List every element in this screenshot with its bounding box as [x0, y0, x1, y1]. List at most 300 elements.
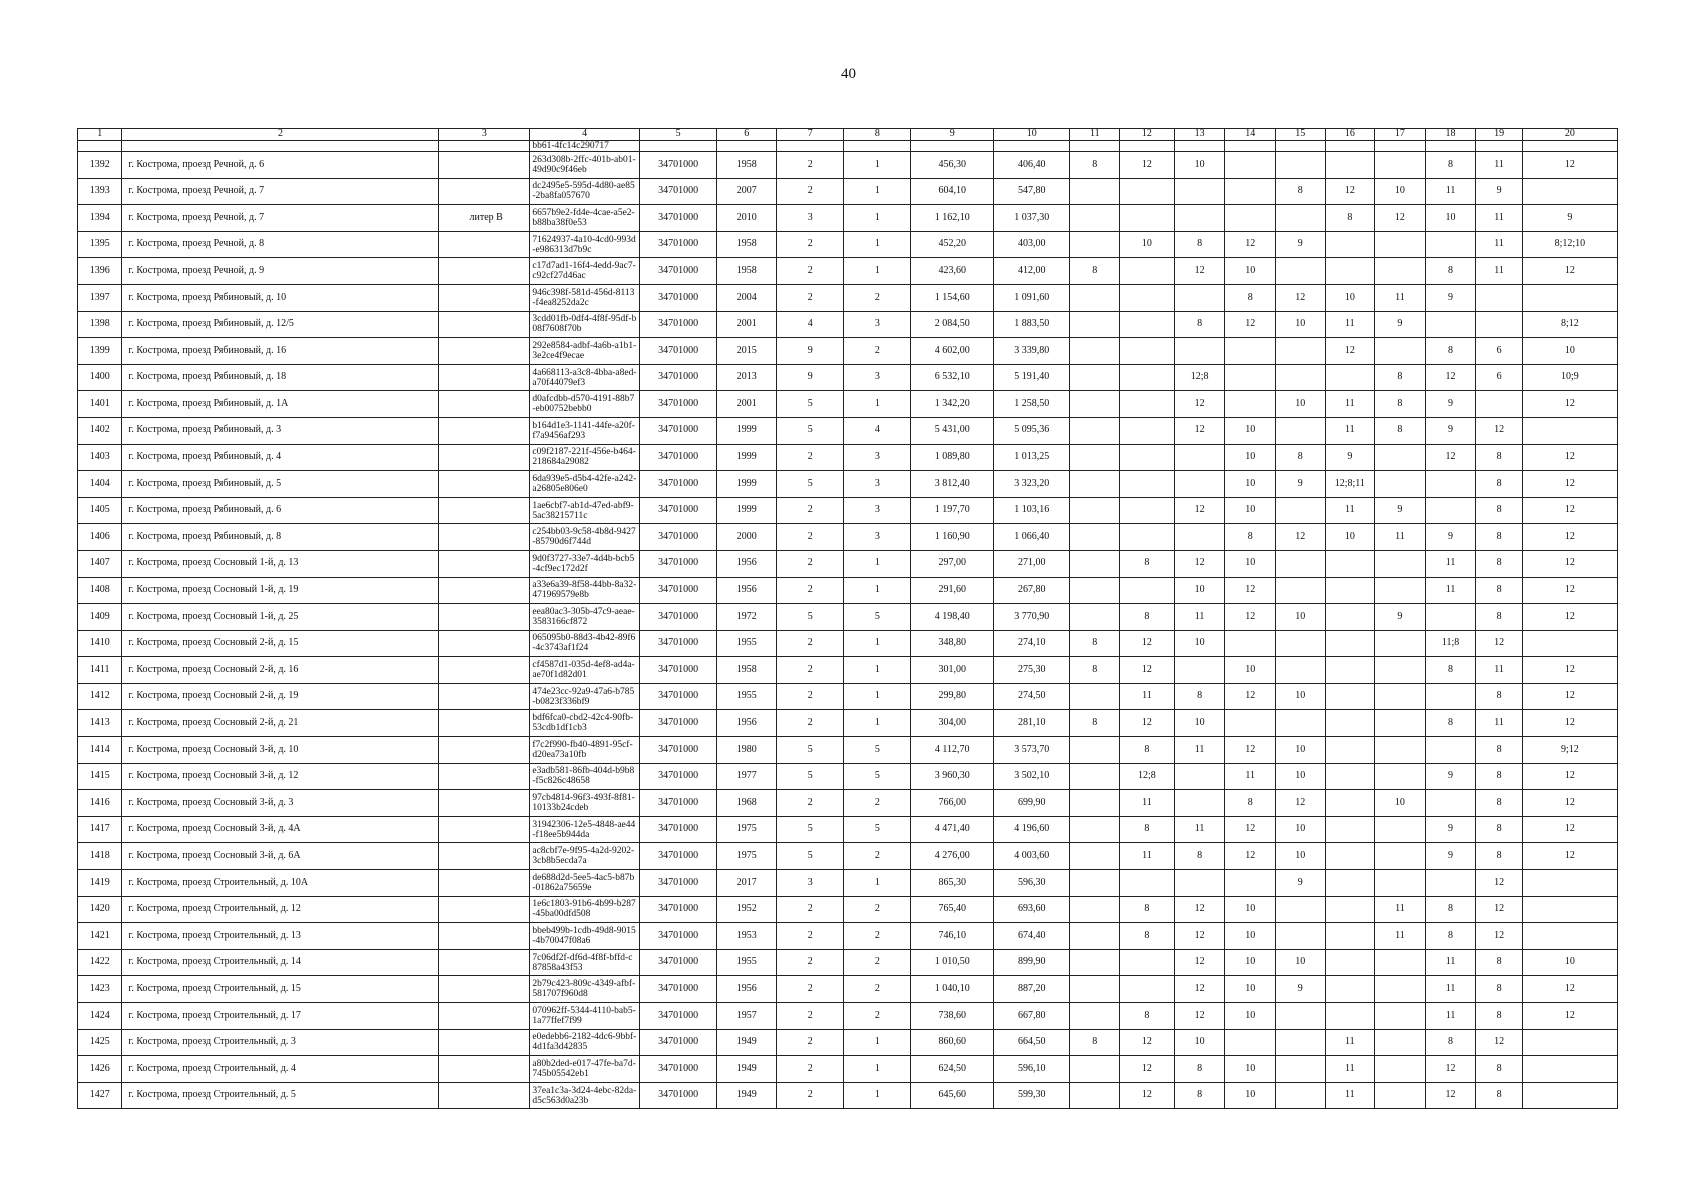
- col-12-cell: [1120, 311, 1175, 338]
- col-14-cell: [1225, 338, 1276, 365]
- col-13-cell: 12: [1174, 550, 1225, 577]
- col-16-cell: [1325, 604, 1375, 631]
- col-15-cell: [1276, 923, 1326, 950]
- col-13-cell: [1174, 338, 1225, 365]
- col-17-cell: [1375, 338, 1426, 365]
- table-row: [78, 976, 1618, 1003]
- col-20-cell: 12: [1522, 816, 1617, 843]
- address-cell: г. Кострома, проезд Рябиновый, д. 16: [122, 338, 439, 365]
- col-18-cell: 8: [1425, 896, 1476, 923]
- oktmo-code-cell: 34701000: [639, 1003, 716, 1030]
- living-area-cell: 1 037,30: [994, 205, 1070, 232]
- col-13-cell: 12: [1174, 258, 1225, 285]
- floors-cell: 2: [777, 710, 844, 737]
- col-14-cell: [1225, 630, 1276, 657]
- col-19-cell: 8: [1476, 497, 1522, 524]
- col-15-cell: 8: [1276, 178, 1326, 205]
- living-area-cell: 5 095,36: [994, 417, 1070, 444]
- row-number-cell: 1417: [78, 816, 122, 843]
- house-uid-cell: 263d308b-2ffc-401b-ab01-49d90c9f46eb: [530, 152, 639, 179]
- col-12-cell: [1120, 205, 1175, 232]
- col-17-cell: [1375, 1003, 1426, 1030]
- col-11-cell: [1070, 205, 1120, 232]
- col-17-cell: 11: [1375, 284, 1426, 311]
- address-cell: г. Кострома, проезд Рябиновый, д. 12/5: [122, 311, 439, 338]
- col-11-cell: [1070, 949, 1120, 976]
- living-area-cell: 4 003,60: [994, 843, 1070, 870]
- row-number-cell: 1408: [78, 577, 122, 604]
- col-19-cell: 8: [1476, 763, 1522, 790]
- col-13-cell: 12: [1174, 976, 1225, 1003]
- oktmo-code-cell: 34701000: [639, 205, 716, 232]
- col-19-cell: 8: [1476, 524, 1522, 551]
- total-area-cell: 4 276,00: [911, 843, 994, 870]
- floors-cell: 2: [777, 923, 844, 950]
- header-row: [78, 129, 1618, 141]
- building-note-cell: [439, 949, 530, 976]
- col-17-cell: 11: [1375, 923, 1426, 950]
- build-year-cell: 1958: [717, 657, 777, 684]
- address-cell: г. Кострома, проезд Сосновый 3-й, д. 3: [122, 790, 439, 817]
- col-18-cell: 9: [1425, 763, 1476, 790]
- floors-cell: 2: [777, 949, 844, 976]
- house-uid-cell: 37ea1c3a-3d24-4ebc-82da-d5c563d0a23b: [530, 1082, 639, 1109]
- col-11-cell: [1070, 683, 1120, 710]
- table-row: [78, 843, 1618, 870]
- col-14-cell: [1225, 1029, 1276, 1056]
- col-18-cell: 8: [1425, 710, 1476, 737]
- col-11-cell: [1070, 391, 1120, 418]
- col-20-cell: 12: [1522, 391, 1617, 418]
- col-19-cell: 8: [1476, 976, 1522, 1003]
- col-18-cell: [1425, 497, 1476, 524]
- col-15-cell: [1276, 258, 1326, 285]
- entrances-cell: 1: [844, 152, 911, 179]
- oktmo-code-cell: 34701000: [639, 870, 716, 897]
- address-cell: г. Кострома, проезд Рябиновый, д. 6: [122, 497, 439, 524]
- col-12-cell: 8: [1120, 604, 1175, 631]
- address-cell: г. Кострома, проезд Сосновый 3-й, д. 6А: [122, 843, 439, 870]
- house-uid-cell: de688d2d-5ee5-4ac5-b87b-01862a75659e: [530, 870, 639, 897]
- floors-cell: 3: [777, 870, 844, 897]
- table-row: [78, 178, 1618, 205]
- col-19-cell: 11: [1476, 205, 1522, 232]
- col-14-cell: 12: [1225, 737, 1276, 764]
- col-19-cell: 8: [1476, 550, 1522, 577]
- col-18-cell: 8: [1425, 657, 1476, 684]
- col-11-cell: [1070, 577, 1120, 604]
- living-area-cell: 699,90: [994, 790, 1070, 817]
- oktmo-code-cell: 34701000: [639, 843, 716, 870]
- col-11-cell: [1070, 178, 1120, 205]
- col-13-cell: [1174, 790, 1225, 817]
- floors-cell: 2: [777, 683, 844, 710]
- col-18-cell: 11: [1425, 178, 1476, 205]
- building-note-cell: [439, 284, 530, 311]
- col-13-cell: [1174, 284, 1225, 311]
- column-number-18: 18: [1425, 129, 1476, 141]
- house-uid-cell: 97cb4814-96f3-493f-8f81-10133b24cdeb: [530, 790, 639, 817]
- col-18-cell: 9: [1425, 524, 1476, 551]
- living-area-cell: 1 258,50: [994, 391, 1070, 418]
- col-20-cell: 12: [1522, 710, 1617, 737]
- build-year-cell: 1957: [717, 1003, 777, 1030]
- col-17-cell: [1375, 710, 1426, 737]
- address-cell: г. Кострома, проезд Строительный, д. 14: [122, 949, 439, 976]
- oktmo-code-cell: 34701000: [639, 923, 716, 950]
- building-note-cell: [439, 923, 530, 950]
- address-cell: г. Кострома, проезд Строительный, д. 13: [122, 923, 439, 950]
- col-11-cell: [1070, 497, 1120, 524]
- living-area-cell: 693,60: [994, 896, 1070, 923]
- col-15-cell: 10: [1276, 763, 1326, 790]
- col-11-cell: [1070, 870, 1120, 897]
- build-year-cell: 1956: [717, 710, 777, 737]
- col-12-cell: 10: [1120, 231, 1175, 258]
- floors-cell: 2: [777, 524, 844, 551]
- total-area-cell: 624,50: [911, 1056, 994, 1083]
- col-20-cell: 8;12: [1522, 311, 1617, 338]
- address-cell: г. Кострома, проезд Речной, д. 6: [122, 152, 439, 179]
- address-cell: г. Кострома, проезд Сосновый 1-й, д. 25: [122, 604, 439, 631]
- cell: [1425, 141, 1476, 152]
- house-uid-cell: 4a668113-a3c8-4bba-a8ed-a70f44079ef3: [530, 364, 639, 391]
- col-11-cell: [1070, 790, 1120, 817]
- col-18-cell: 11: [1425, 1003, 1476, 1030]
- col-17-cell: [1375, 1082, 1426, 1109]
- col-19-cell: 8: [1476, 683, 1522, 710]
- table-row: [78, 497, 1618, 524]
- column-number-11: 11: [1070, 129, 1120, 141]
- col-13-cell: 10: [1174, 152, 1225, 179]
- col-15-cell: [1276, 338, 1326, 365]
- entrances-cell: 1: [844, 1029, 911, 1056]
- oktmo-code-cell: 34701000: [639, 710, 716, 737]
- oktmo-code-cell: 34701000: [639, 391, 716, 418]
- table-row: [78, 737, 1618, 764]
- cell: [777, 141, 844, 152]
- total-area-cell: 738,60: [911, 1003, 994, 1030]
- col-19-cell: 12: [1476, 630, 1522, 657]
- col-15-cell: 8: [1276, 444, 1326, 471]
- table-row: [78, 444, 1618, 471]
- col-17-cell: [1375, 843, 1426, 870]
- row-number-cell: 1422: [78, 949, 122, 976]
- col-11-cell: [1070, 816, 1120, 843]
- carry-over-uid: bb61-4fc14c290717: [530, 141, 639, 152]
- col-20-cell: 12: [1522, 471, 1617, 498]
- col-14-cell: 10: [1225, 417, 1276, 444]
- col-18-cell: [1425, 471, 1476, 498]
- col-19-cell: 11: [1476, 258, 1522, 285]
- col-14-cell: 10: [1225, 497, 1276, 524]
- col-15-cell: 12: [1276, 524, 1326, 551]
- floors-cell: 2: [777, 896, 844, 923]
- col-17-cell: [1375, 231, 1426, 258]
- living-area-cell: 3 573,70: [994, 737, 1070, 764]
- col-14-cell: 10: [1225, 949, 1276, 976]
- house-uid-cell: f7c2f990-fb40-4891-95cf-d20ea73a10fb: [530, 737, 639, 764]
- address-cell: г. Кострома, проезд Речной, д. 9: [122, 258, 439, 285]
- build-year-cell: 2017: [717, 870, 777, 897]
- building-note-cell: [439, 1003, 530, 1030]
- table-row: [78, 391, 1618, 418]
- floors-cell: 2: [777, 284, 844, 311]
- living-area-cell: 271,00: [994, 550, 1070, 577]
- col-16-cell: 12: [1325, 178, 1375, 205]
- entrances-cell: 2: [844, 790, 911, 817]
- col-12-cell: 8: [1120, 923, 1175, 950]
- col-12-cell: [1120, 391, 1175, 418]
- address-cell: г. Кострома, проезд Речной, д. 8: [122, 231, 439, 258]
- house-uid-cell: bdf6fca0-cbd2-42c4-90fb-53cdb1df1cb3: [530, 710, 639, 737]
- oktmo-code-cell: 34701000: [639, 524, 716, 551]
- floors-cell: 2: [777, 444, 844, 471]
- building-note-cell: [439, 364, 530, 391]
- col-20-cell: 12: [1522, 657, 1617, 684]
- col-17-cell: [1375, 949, 1426, 976]
- entrances-cell: 1: [844, 258, 911, 285]
- col-20-cell: 10: [1522, 338, 1617, 365]
- col-15-cell: 10: [1276, 737, 1326, 764]
- building-note-cell: [439, 258, 530, 285]
- col-19-cell: 8: [1476, 1056, 1522, 1083]
- col-16-cell: [1325, 976, 1375, 1003]
- row-number-cell: 1400: [78, 364, 122, 391]
- col-14-cell: [1225, 870, 1276, 897]
- col-17-cell: 9: [1375, 604, 1426, 631]
- col-18-cell: 8: [1425, 1029, 1476, 1056]
- row-number-cell: 1401: [78, 391, 122, 418]
- building-note-cell: [439, 338, 530, 365]
- build-year-cell: 2001: [717, 311, 777, 338]
- col-12-cell: [1120, 284, 1175, 311]
- row-number-cell: 1412: [78, 683, 122, 710]
- col-11-cell: [1070, 896, 1120, 923]
- table-row: [78, 790, 1618, 817]
- row-number-cell: 1392: [78, 152, 122, 179]
- building-note-cell: [439, 550, 530, 577]
- address-cell: г. Кострома, проезд Строительный, д. 3: [122, 1029, 439, 1056]
- building-note-cell: [439, 497, 530, 524]
- address-cell: г. Кострома, проезд Рябиновый, д. 4: [122, 444, 439, 471]
- total-area-cell: 1 162,10: [911, 205, 994, 232]
- building-note-cell: [439, 1056, 530, 1083]
- oktmo-code-cell: 34701000: [639, 657, 716, 684]
- oktmo-code-cell: 34701000: [639, 1029, 716, 1056]
- col-19-cell: 12: [1476, 923, 1522, 950]
- column-number-17: 17: [1375, 129, 1426, 141]
- building-note-cell: литер В: [439, 205, 530, 232]
- total-area-cell: 452,20: [911, 231, 994, 258]
- entrances-cell: 2: [844, 1003, 911, 1030]
- living-area-cell: 3 502,10: [994, 763, 1070, 790]
- col-15-cell: [1276, 577, 1326, 604]
- table-row: [78, 683, 1618, 710]
- col-12-cell: 8: [1120, 1003, 1175, 1030]
- col-17-cell: 8: [1375, 364, 1426, 391]
- col-17-cell: [1375, 1056, 1426, 1083]
- table-row: [78, 231, 1618, 258]
- row-number-cell: 1406: [78, 524, 122, 551]
- col-14-cell: 12: [1225, 311, 1276, 338]
- col-15-cell: [1276, 630, 1326, 657]
- building-note-cell: [439, 417, 530, 444]
- col-19-cell: 11: [1476, 657, 1522, 684]
- col-13-cell: 10: [1174, 710, 1225, 737]
- address-cell: г. Кострома, проезд Сосновый 2-й, д. 15: [122, 630, 439, 657]
- col-16-cell: 11: [1325, 1029, 1375, 1056]
- address-cell: г. Кострома, проезд Речной, д. 7: [122, 178, 439, 205]
- col-20-cell: [1522, 630, 1617, 657]
- living-area-cell: 599,30: [994, 1082, 1070, 1109]
- col-15-cell: [1276, 1029, 1326, 1056]
- col-18-cell: 9: [1425, 284, 1476, 311]
- column-number-15: 15: [1276, 129, 1326, 141]
- floors-cell: 5: [777, 843, 844, 870]
- building-note-cell: [439, 152, 530, 179]
- cell: [717, 141, 777, 152]
- entrances-cell: 1: [844, 550, 911, 577]
- col-12-cell: 12: [1120, 630, 1175, 657]
- col-12-cell: 12: [1120, 152, 1175, 179]
- col-19-cell: [1476, 284, 1522, 311]
- col-19-cell: 8: [1476, 604, 1522, 631]
- col-13-cell: [1174, 444, 1225, 471]
- col-17-cell: [1375, 258, 1426, 285]
- build-year-cell: 1955: [717, 630, 777, 657]
- col-15-cell: 9: [1276, 976, 1326, 1003]
- column-number-14: 14: [1225, 129, 1276, 141]
- oktmo-code-cell: 34701000: [639, 417, 716, 444]
- floors-cell: 2: [777, 231, 844, 258]
- floors-cell: 2: [777, 577, 844, 604]
- col-15-cell: 10: [1276, 604, 1326, 631]
- col-11-cell: [1070, 444, 1120, 471]
- col-20-cell: 10;9: [1522, 364, 1617, 391]
- col-15-cell: 12: [1276, 284, 1326, 311]
- floors-cell: 2: [777, 630, 844, 657]
- table-row: [78, 284, 1618, 311]
- col-15-cell: [1276, 497, 1326, 524]
- col-20-cell: 12: [1522, 444, 1617, 471]
- col-14-cell: [1225, 364, 1276, 391]
- col-18-cell: 9: [1425, 417, 1476, 444]
- entrances-cell: 1: [844, 231, 911, 258]
- col-15-cell: [1276, 710, 1326, 737]
- total-area-cell: 4 112,70: [911, 737, 994, 764]
- oktmo-code-cell: 34701000: [639, 976, 716, 1003]
- col-18-cell: 9: [1425, 843, 1476, 870]
- build-year-cell: 1968: [717, 790, 777, 817]
- oktmo-code-cell: 34701000: [639, 231, 716, 258]
- oktmo-code-cell: 34701000: [639, 444, 716, 471]
- build-year-cell: 1975: [717, 816, 777, 843]
- row-number-cell: 1397: [78, 284, 122, 311]
- total-area-cell: 1 197,70: [911, 497, 994, 524]
- col-14-cell: [1225, 710, 1276, 737]
- oktmo-code-cell: 34701000: [639, 577, 716, 604]
- col-20-cell: 12: [1522, 683, 1617, 710]
- col-12-cell: [1120, 364, 1175, 391]
- building-note-cell: [439, 577, 530, 604]
- table-body: [78, 141, 1618, 1109]
- col-14-cell: 12: [1225, 843, 1276, 870]
- col-17-cell: 9: [1375, 497, 1426, 524]
- floors-cell: 5: [777, 816, 844, 843]
- col-17-cell: 11: [1375, 524, 1426, 551]
- total-area-cell: 1 089,80: [911, 444, 994, 471]
- column-number-1: 1: [78, 129, 122, 141]
- address-cell: г. Кострома, проезд Рябиновый, д. 18: [122, 364, 439, 391]
- address-cell: г. Кострома, проезд Сосновый 1-й, д. 19: [122, 577, 439, 604]
- house-uid-cell: c09f2187-221f-456e-b464-218684a29082: [530, 444, 639, 471]
- col-19-cell: 8: [1476, 471, 1522, 498]
- col-15-cell: [1276, 152, 1326, 179]
- col-13-cell: 12: [1174, 391, 1225, 418]
- total-area-cell: 865,30: [911, 870, 994, 897]
- col-14-cell: 10: [1225, 444, 1276, 471]
- col-11-cell: [1070, 311, 1120, 338]
- entrances-cell: 2: [844, 976, 911, 1003]
- col-17-cell: 8: [1375, 417, 1426, 444]
- col-15-cell: [1276, 205, 1326, 232]
- build-year-cell: 2010: [717, 205, 777, 232]
- total-area-cell: 456,30: [911, 152, 994, 179]
- col-20-cell: 12: [1522, 763, 1617, 790]
- living-area-cell: 1 066,40: [994, 524, 1070, 551]
- column-number-header: [78, 129, 1618, 141]
- floors-cell: 9: [777, 364, 844, 391]
- house-uid-cell: 6da939e5-d5b4-42fe-a242-a26805e806e0: [530, 471, 639, 498]
- entrances-cell: 1: [844, 178, 911, 205]
- row-number-cell: 1410: [78, 630, 122, 657]
- house-uid-cell: ac8cbf7e-9f95-4a2d-9202-3cb8b5ecda7a: [530, 843, 639, 870]
- col-14-cell: [1225, 391, 1276, 418]
- col-15-cell: 9: [1276, 231, 1326, 258]
- total-area-cell: 860,60: [911, 1029, 994, 1056]
- col-15-cell: 10: [1276, 949, 1326, 976]
- entrances-cell: 3: [844, 524, 911, 551]
- build-year-cell: 1955: [717, 683, 777, 710]
- cell: [1476, 141, 1522, 152]
- col-19-cell: 8: [1476, 737, 1522, 764]
- col-11-cell: [1070, 1056, 1120, 1083]
- table-row: [78, 258, 1618, 285]
- col-17-cell: [1375, 683, 1426, 710]
- living-area-cell: 596,10: [994, 1056, 1070, 1083]
- address-cell: г. Кострома, проезд Строительный, д. 15: [122, 976, 439, 1003]
- col-19-cell: 11: [1476, 152, 1522, 179]
- col-13-cell: [1174, 657, 1225, 684]
- row-number-cell: 1420: [78, 896, 122, 923]
- col-12-cell: [1120, 976, 1175, 1003]
- building-note-cell: [439, 790, 530, 817]
- col-16-cell: 11: [1325, 391, 1375, 418]
- col-15-cell: [1276, 1003, 1326, 1030]
- col-12-cell: 8: [1120, 896, 1175, 923]
- build-year-cell: 1956: [717, 550, 777, 577]
- column-number-9: 9: [911, 129, 994, 141]
- house-uid-cell: b164d1e3-1141-44fe-a20f-f7a9456af293: [530, 417, 639, 444]
- col-14-cell: 11: [1225, 763, 1276, 790]
- col-14-cell: 12: [1225, 683, 1276, 710]
- row-number-cell: 1424: [78, 1003, 122, 1030]
- floors-cell: 5: [777, 471, 844, 498]
- entrances-cell: 4: [844, 417, 911, 444]
- cell: [1276, 141, 1326, 152]
- build-year-cell: 1956: [717, 577, 777, 604]
